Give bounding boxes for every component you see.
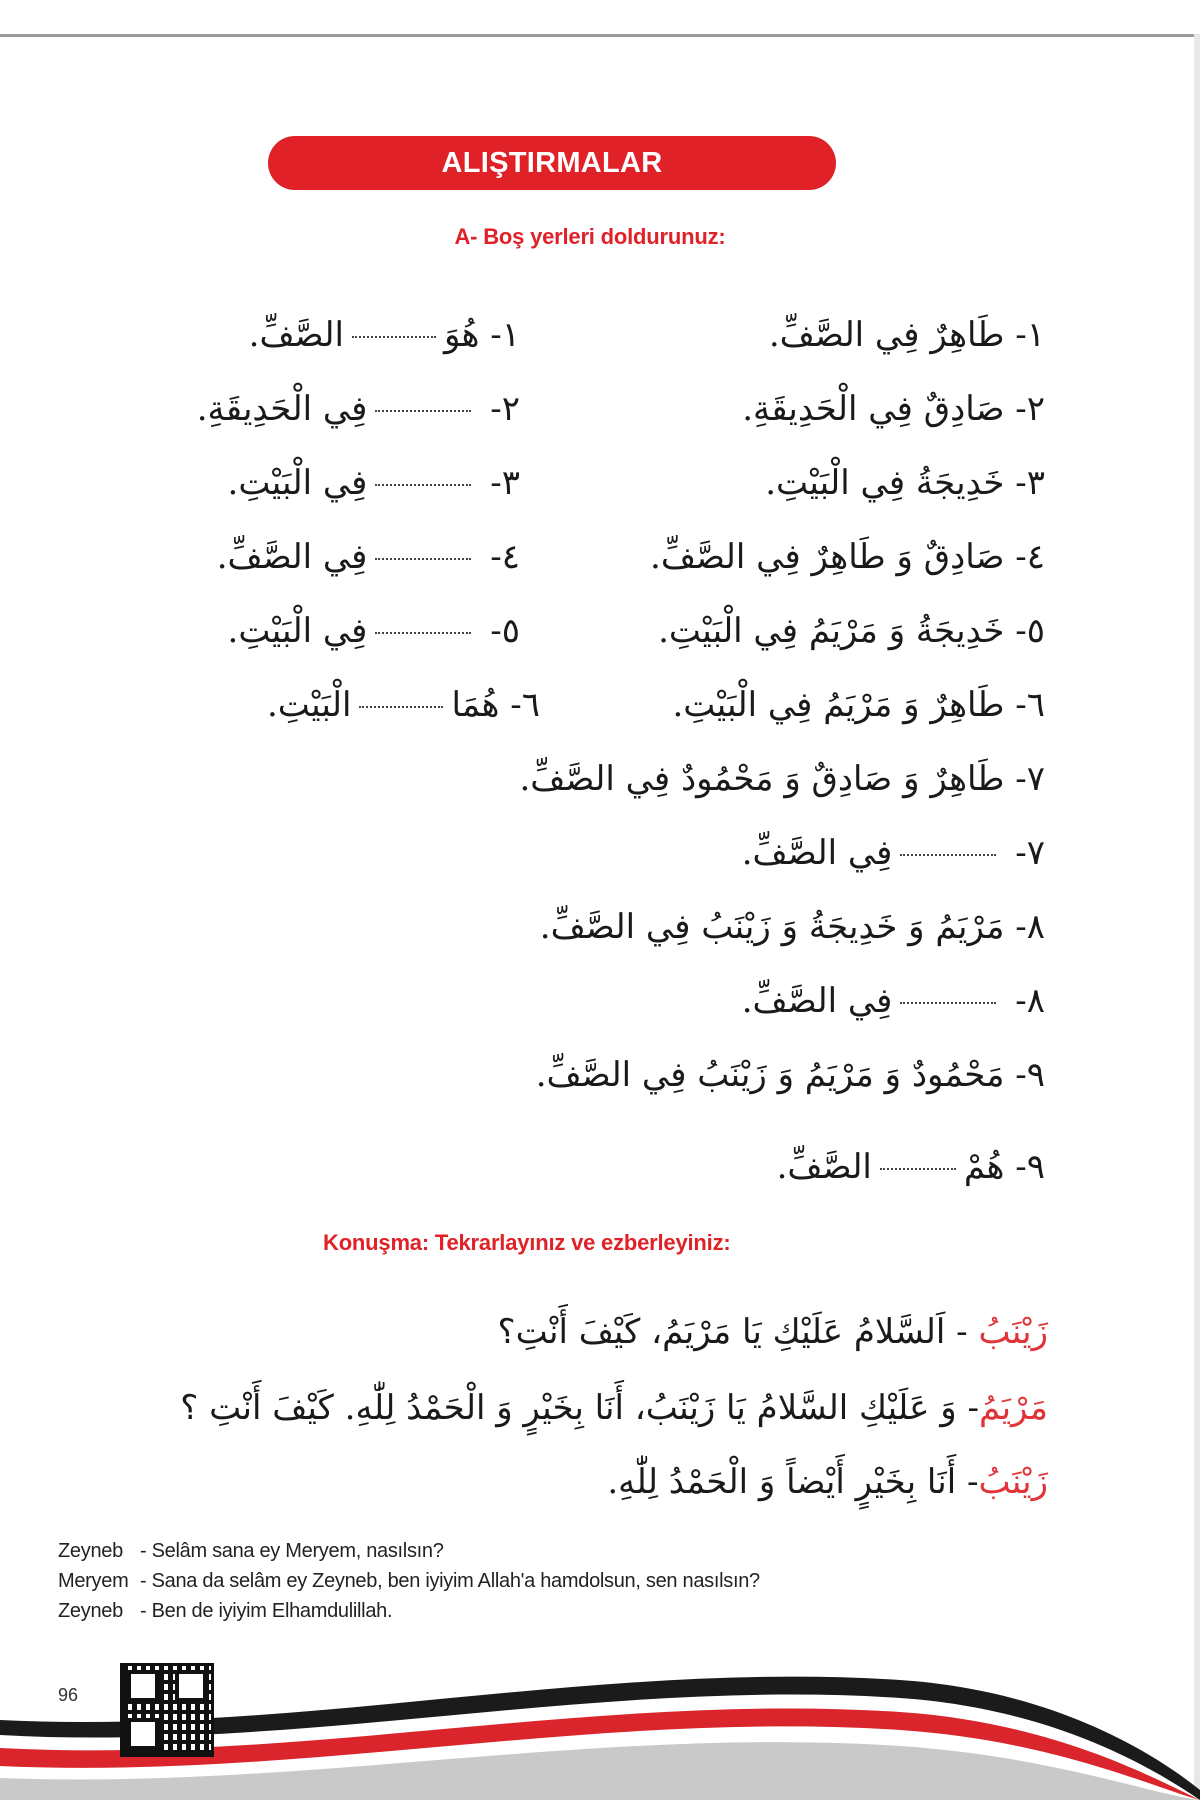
answer-blank-5[interactable] <box>375 632 471 634</box>
sentence-5: ٥- خَدِيجَةُ وَ مَرْيَمُ فِي الْبَيْتِ. <box>658 611 1045 651</box>
dialogue-line-3 <box>607 1462 1048 1502</box>
speaker-name: مَرْيَمُ <box>978 1388 1048 1428</box>
top-rule <box>0 34 1200 37</box>
blank-row-7: ٧- فِي الصَّفِّ. <box>741 833 1045 873</box>
sentence-2: ٢- صَادِقٌ فِي الْحَدِيقَةِ. <box>742 389 1045 429</box>
blank-row-9: ٩- هُمْالصَّفِّ. <box>776 1147 1045 1187</box>
sentence-6: ٦- طَاهِرٌ وَ مَرْيَمُ فِي الْبَيْتِ. <box>672 685 1045 725</box>
answer-blank-2[interactable] <box>375 410 471 412</box>
dialogue-line-2 <box>180 1388 1048 1428</box>
answer-blank-1[interactable] <box>352 336 436 338</box>
qr-code-icon[interactable] <box>120 1663 214 1757</box>
sentence-4: ٤- صَادِقٌ وَ طَاهِرٌ فِي الصَّفِّ. <box>650 537 1045 577</box>
answer-blank-3[interactable] <box>375 484 471 486</box>
translation-text: - Selâm sana ey Meryem, nasılsın? <box>140 1540 444 1562</box>
answer-blank-6[interactable] <box>359 706 443 708</box>
translation-speaker: Meryem <box>58 1570 129 1592</box>
answer-blank-9[interactable] <box>880 1168 956 1170</box>
blank-row-2: ٢- فِي الْحَدِيقَةِ. <box>196 389 520 429</box>
translation-line-1 <box>58 1540 444 1563</box>
blank-row-8: ٨- فِي الصَّفِّ. <box>741 981 1045 1021</box>
blank-row-1: ١- هُوَالصَّفِّ. <box>248 315 520 355</box>
dialogue-text: - أَنَا بِخَيْرٍ أَيْضاً وَ الْحَمْدُ لِلّٰهِ. <box>607 1462 979 1502</box>
sentence-1: ١- طَاهِرٌ فِي الصَّفِّ. <box>768 315 1045 355</box>
sentence-8: ٨- مَرْيَمُ وَ خَدِيجَةُ وَ زَيْنَبُ فِي الصَّفِّ. <box>539 907 1045 947</box>
translation-line-2 <box>58 1570 760 1593</box>
speaker-name: زَيْنَبُ <box>978 1312 1048 1352</box>
answer-blank-7[interactable] <box>900 854 996 856</box>
translation-speaker: Zeyneb <box>58 1600 123 1622</box>
page-number: 96 <box>58 1685 79 1705</box>
dialogue-line-1 <box>498 1312 1048 1352</box>
blank-row-6: ٦- هُمَاالْبَيْتِ. <box>266 685 540 725</box>
answer-blank-4[interactable] <box>375 558 471 560</box>
exercise-a-instruction: A- Boş yerleri doldurunuz: <box>454 224 726 249</box>
answer-blank-8[interactable] <box>900 1002 996 1004</box>
blank-row-5: ٥- فِي الْبَيْتِ. <box>227 611 520 651</box>
translation-text: - Sana da selâm ey Zeyneb, ben iyiyim Allah'a hamdolsun, sen nasılsın? <box>140 1570 760 1592</box>
translation-speaker: Zeyneb <box>58 1540 123 1562</box>
sentence-7: ٧- طَاهِرٌ وَ صَادِقٌ وَ مَحْمُودٌ فِي الصَّفِّ. <box>519 759 1045 799</box>
dialogue-text: - وَ عَلَيْكِ السَّلامُ يَا زَيْنَبُ، أَنَا بِخَيْرٍ وَ الْحَمْدُ لِلّٰهِ. كَيْفَ أَنْتِ ؟ <box>180 1388 979 1428</box>
dialogue-text: - اَلسَّلامُ عَلَيْكِ يَا مَرْيَمُ، كَيْفَ أَنْتِ؟ <box>497 1312 979 1352</box>
sentence-3: ٣- خَدِيجَةُ فِي الْبَيْتِ. <box>765 463 1045 503</box>
blank-row-4: ٤- فِي الصَّفِّ. <box>216 537 520 577</box>
page-title: ALIŞTIRMALAR <box>268 136 836 190</box>
speaker-name: زَيْنَبُ <box>978 1462 1048 1502</box>
exercise-b-instruction: Konuşma: Tekrarlayınız ve ezberleyiniz: <box>323 1230 731 1255</box>
page-edge <box>1194 34 1200 1800</box>
translation-text: - Ben de iyiyim Elhamdulillah. <box>140 1600 393 1622</box>
sentence-9: ٩- مَحْمُودٌ وَ مَرْيَمُ وَ زَيْنَبُ فِي الصَّفِّ. <box>535 1055 1045 1095</box>
blank-row-3: ٣- فِي الْبَيْتِ. <box>227 463 520 503</box>
translation-line-3 <box>58 1600 392 1623</box>
